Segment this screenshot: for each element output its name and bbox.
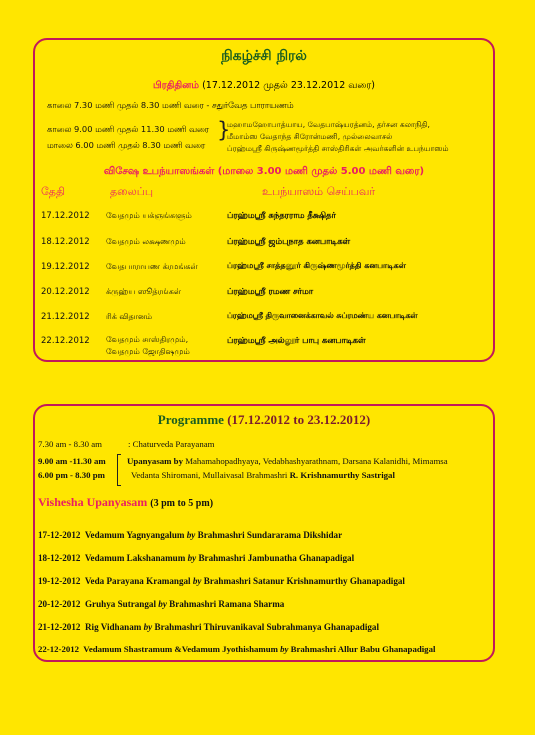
english-title-range: (17.12.2012 to 23.12.2012)	[227, 412, 371, 427]
english-row-topic: Rig Vidhanam	[84, 622, 142, 632]
english-schedule-row	[38, 576, 405, 586]
english-row-date: 20-12-2012	[38, 599, 81, 609]
english-title-text: Programme	[157, 412, 224, 427]
english-schedule-row	[38, 553, 354, 563]
english-row-date: 21-12-2012	[38, 622, 81, 632]
english-row-by: by	[143, 622, 153, 632]
brace-icon: }	[217, 118, 231, 142]
english-row-date: 18-12-2012	[38, 553, 81, 563]
tamil-row-speaker: ப்ரஹ்மஸ்ரீ ரமண சர்மா	[227, 286, 314, 296]
english-slot2-time: 9.00 am -11.30 am	[38, 456, 106, 466]
tamil-row-topic: வேதமும் யக்ஞங்களும்	[106, 211, 192, 220]
english-upanyasam-titles2: Vedanta Shiromani, Mullaivasal Brahmashri	[131, 470, 288, 480]
english-schedule-row	[38, 599, 284, 609]
english-row-topic: Vedamum Yagnyangalum	[84, 530, 185, 540]
english-vishesha-heading	[38, 495, 213, 510]
english-upanyasam-name: R. Krishnamurthy Sastrigal	[289, 470, 395, 480]
tamil-row-speaker: ப்ரஹ்மஸ்ரீ சாத்தனூர் கிருஷ்ணமூர்த்தி கனபாடிகள்	[227, 261, 406, 270]
tamil-slot3-time: மாலை 6.00 மணி முதல் 8.30 மணி வரை	[47, 140, 206, 150]
bracket-icon	[117, 454, 121, 486]
english-row-by: by	[280, 644, 289, 654]
tamil-daily-heading	[35, 80, 493, 92]
english-row-topic: Veda Parayana Kramangal	[84, 576, 191, 586]
tamil-daily-label: பிரதிதினம்	[153, 80, 200, 91]
tamil-row-date: 18.12.2012	[41, 237, 90, 247]
english-row-speaker: Brahmashri Sundararama Dikshidar	[197, 530, 343, 540]
english-title	[35, 412, 493, 428]
english-slot3-time: 6.00 pm - 8.30 pm	[38, 470, 105, 480]
tamil-slot1: காலை 7.30 மணி முதல் 8.30 மணி வரை - சதுர்வேத பாராயணம்	[47, 100, 294, 110]
english-row-topic: Gruhya Sutrangal	[84, 599, 156, 609]
tamil-daily-range: (17.12.2012 முதல் 23.12.2012 வரை)	[202, 80, 375, 91]
english-row-speaker: Brahmashri Thiruvanikaval Subrahmanya Ghanapadigal	[154, 622, 379, 632]
tamil-slot2-time: காலை 9.00 மணி முதல் 11.30 மணி வரை	[47, 124, 210, 134]
english-slot1-desc: : Chaturveda Parayanam	[128, 439, 215, 449]
tamil-row-speaker: ப்ரஹ்மஸ்ரீ ஜம்புநாத கனபாடிகள்	[227, 236, 351, 246]
english-row-date: 17-12-2012	[38, 530, 81, 540]
tamil-row-topic: வேதபாராயண க்ரமங்கள்	[106, 262, 198, 271]
english-row-date: 19-12-2012	[38, 576, 81, 586]
english-vishesha-label: Vishesha Upanyasam	[38, 495, 148, 509]
tamil-row-speaker: ப்ரஹ்மஸ்ரீ திருவானைக்காவல் சுப்ரமண்ய கனபாடிகள்	[227, 311, 418, 320]
tamil-header-speaker: உபந்யாஸம் செய்பவர்	[262, 185, 376, 198]
tamil-speaker-line1: மஹாமஹோபாத்யாய, வேதபாஷ்யரத்னம், தர்சன கலாநிதி,	[227, 120, 430, 129]
tamil-row-topic-line2: வேதமும் ஜோதிஷமும்	[106, 347, 190, 356]
tamil-row-speaker: ப்ரஹ்மஸ்ரீ சுந்தரராம தீக்ஷிதர்	[227, 210, 336, 220]
tamil-row-date: 21.12.2012	[41, 312, 90, 322]
english-row-speaker: Brahmashri Allur Babu Ghanapadigal	[290, 644, 436, 654]
tamil-row-date: 20.12.2012	[41, 287, 90, 297]
tamil-speaker-line2: மீமாம்ஸ வேதாந்த சிரோன்மணி, முல்லைவாசல்	[227, 132, 393, 141]
english-schedule-row	[38, 622, 379, 632]
english-row-date: 22-12-2012	[38, 644, 80, 654]
english-schedule-row	[38, 530, 342, 540]
tamil-row-speaker: ப்ரஹ்மஸ்ரீ அல்லூர் பாபு கனபாடிகள்	[227, 335, 366, 345]
tamil-title: நிகழ்ச்சி நிரல்	[221, 48, 307, 64]
english-row-by: by	[187, 553, 197, 563]
tamil-row-date: 22.12.2012	[41, 336, 90, 346]
english-row-topic: Vedamum Shastramum &Vedamum Jyothishamum	[83, 644, 278, 654]
english-schedule-row	[38, 644, 435, 654]
english-slot1-time: 7.30 am - 8.30 am	[38, 439, 103, 449]
english-row-speaker: Brahmashri Satanur Krishnamurthy Ghanapadigal	[203, 576, 405, 586]
english-upanyasam-label: Upanyasam by	[127, 456, 183, 466]
english-vishesha-time: (3 pm to 5 pm)	[150, 498, 214, 509]
english-programme-panel	[33, 404, 495, 662]
english-row-by: by	[158, 599, 167, 609]
tamil-row-topic: வேதமும் சாஸ்திரமும்,	[106, 335, 189, 344]
english-upanyasam-line2	[131, 470, 395, 480]
english-row-speaker: Brahmashri Jambunatha Ghanapadigal	[198, 553, 355, 563]
tamil-row-date: 19.12.2012	[41, 262, 90, 272]
tamil-speaker-line3: ப்ரஹ்மஸ்ரீ கிருஷ்ணமூர்த்தி சாஸ்திரிகள் அவர்களின் உபந்யாஸம்	[227, 144, 449, 153]
tamil-programme-panel	[33, 38, 495, 362]
english-row-topic: Vedamum Lakshanamum	[84, 553, 186, 563]
english-row-by: by	[186, 530, 196, 540]
tamil-row-topic: வேதமும் லக்ஷணமும்	[106, 237, 186, 246]
tamil-row-topic: ரிக் விதானம்	[106, 312, 153, 321]
english-row-by: by	[192, 576, 202, 586]
tamil-vishesha-heading: விசேஷ உபந்யாஸங்கள் (மாலை 3.00 மணி முதல் 5.00 மணி வரை)	[103, 166, 425, 177]
tamil-row-date: 17.12.2012	[41, 211, 90, 221]
english-upanyasam-titles: Mahamahopadhyaya, Vedabhashyarathnam, Darsana Kalanidhi, Mimamsa	[185, 456, 448, 466]
english-upanyasam-line1	[127, 456, 448, 466]
tamil-header-topic: தலைப்பு	[110, 185, 154, 198]
english-row-speaker: Brahmashri Ramana Sharma	[169, 599, 285, 609]
tamil-header-date: தேதி	[41, 185, 65, 198]
tamil-row-topic: க்ருஹ்ய ஸூத்ரங்கள்	[106, 287, 182, 296]
